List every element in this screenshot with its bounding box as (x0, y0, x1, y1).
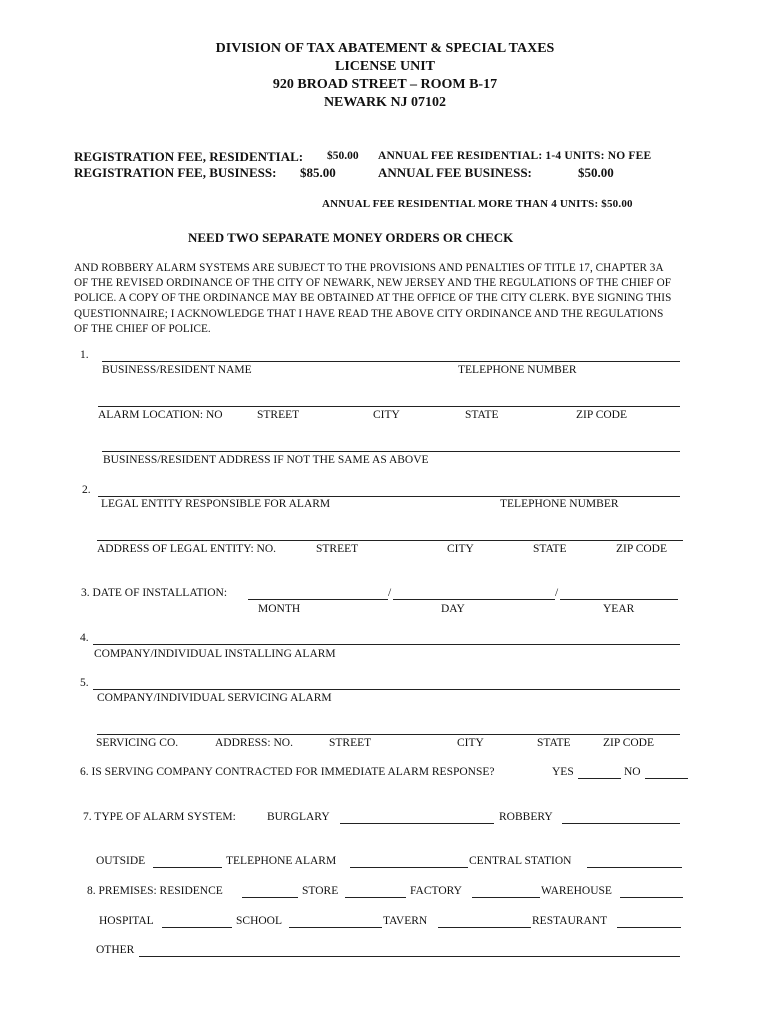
factory-line[interactable] (472, 897, 540, 898)
central-station-line[interactable] (587, 867, 682, 868)
ordinance-paragraph: AND ROBBERY ALARM SYSTEMS ARE SUBJECT TO THE PROVISIONS AND PENALTIES OF TITLE 17, CHAPTER 3A OF THE REVISED ORDINANCE OF THE CITY OF NEWARK, NEW JERSEY AND THE REGULATIONS OF THE CHIEF OF POLICE. A COPY OF THE ORDINANCE MAY BE OBTAINED AT THE OFFICE OF THE CITY CLERK. BYE SIGNING THIS QUESTIONNAIRE; I ACKNOWLEDGE THAT I HAVE READ THE ABOVE CITY ORDINANCE AND THE REGULATIONS OF THE CHIEF OF POLICE. (74, 262, 672, 335)
store-line[interactable] (345, 897, 406, 898)
header-line-1: DIVISION OF TAX ABATEMENT & SPECIAL TAXES (215, 41, 555, 56)
tavern-line[interactable] (438, 927, 531, 928)
money-order-notice: NEED TWO SEPARATE MONEY ORDERS OR CHECK (188, 230, 514, 245)
state-label: STATE (465, 409, 499, 421)
installation-date-label: 3. DATE OF INSTALLATION: (81, 587, 228, 599)
year-label: YEAR (603, 603, 635, 615)
robbery-label: ROBBERY (499, 811, 553, 823)
header-line-4: NEWARK NJ 07102 (323, 95, 447, 110)
legal-entity-line[interactable] (98, 496, 680, 497)
month-line[interactable] (248, 599, 388, 600)
outside-label: OUTSIDE (96, 855, 146, 867)
header-line-2: LICENSE UNIT (335, 59, 435, 74)
no-label: NO (624, 766, 641, 778)
alarm-location-line[interactable] (98, 406, 680, 407)
response-contract-question: 6. IS SERVING COMPANY CONTRACTED FOR IMMEDIATE ALARM RESPONSE? (80, 766, 495, 778)
installing-company-line[interactable] (93, 644, 680, 645)
telephone-label: TELEPHONE NUMBER (458, 364, 577, 376)
annual-fee-business-value: $50.00 (578, 165, 614, 180)
city-label: CITY (373, 409, 400, 421)
store-label: STORE (302, 885, 339, 897)
central-station-label: CENTRAL STATION (469, 855, 572, 867)
q4-number: 4. (80, 632, 89, 644)
burglary-line[interactable] (340, 823, 494, 824)
legal-entity-label: LEGAL ENTITY RESPONSIBLE FOR ALARM (101, 498, 331, 510)
yes-line[interactable] (578, 778, 621, 779)
q1-number: 1. (80, 349, 89, 361)
legal-entity-city-label: CITY (447, 543, 474, 555)
servicing-street-label: STREET (329, 737, 372, 749)
no-line[interactable] (645, 778, 688, 779)
installing-company-label: COMPANY/INDIVIDUAL INSTALLING ALARM (94, 648, 336, 660)
outside-line[interactable] (153, 867, 222, 868)
hospital-label: HOSPITAL (99, 915, 154, 927)
legal-entity-address-no-label: ADDRESS OF LEGAL ENTITY: NO. (97, 543, 276, 555)
q5-number: 5. (80, 677, 89, 689)
legal-entity-phone-label: TELEPHONE NUMBER (500, 498, 619, 510)
warehouse-label: WAREHOUSE (541, 885, 612, 897)
resident-address-line[interactable] (102, 451, 680, 452)
other-line[interactable] (139, 956, 680, 957)
resident-address-label: BUSINESS/RESIDENT ADDRESS IF NOT THE SAME AS ABOVE (103, 454, 429, 466)
day-label: DAY (441, 603, 465, 615)
annual-fee-residential: ANNUAL FEE RESIDENTIAL: 1-4 UNITS: NO FEE (378, 150, 652, 162)
telephone-alarm-label: TELEPHONE ALARM (226, 855, 337, 867)
other-label: OTHER (96, 944, 135, 956)
alarm-type-label: 7. TYPE OF ALARM SYSTEM: (83, 811, 236, 823)
annual-fee-residential-more: ANNUAL FEE RESIDENTIAL MORE THAN 4 UNITS: $50.00 (322, 198, 633, 210)
header-line-3: 920 BROAD STREET – ROOM B-17 (272, 77, 498, 92)
restaurant-line[interactable] (617, 927, 681, 928)
servicing-company-line[interactable] (93, 689, 680, 690)
hospital-line[interactable] (162, 927, 232, 928)
premises-residence-label: 8. PREMISES: RESIDENCE (87, 885, 223, 897)
servicing-co-label: SERVICING CO. (96, 737, 179, 749)
servicing-zip-label: ZIP CODE (603, 737, 655, 749)
alarm-location-no-label: ALARM LOCATION: NO (98, 409, 223, 421)
servicing-address-line[interactable] (97, 734, 680, 735)
tavern-label: TAVERN (383, 915, 428, 927)
servicing-state-label: STATE (537, 737, 571, 749)
street-label: STREET (257, 409, 300, 421)
reg-fee-residential-label: REGISTRATION FEE, RESIDENTIAL: (74, 149, 304, 164)
telephone-alarm-line[interactable] (350, 867, 468, 868)
yes-label: YES (552, 766, 574, 778)
day-line[interactable] (393, 599, 555, 600)
month-label: MONTH (258, 603, 301, 615)
reg-fee-business-label: REGISTRATION FEE, BUSINESS: (74, 165, 277, 180)
legal-entity-address-line[interactable] (97, 540, 683, 541)
servicing-address-no-label: ADDRESS: NO. (215, 737, 293, 749)
residence-line[interactable] (242, 897, 298, 898)
servicing-company-label: COMPANY/INDIVIDUAL SERVICING ALARM (97, 692, 332, 704)
factory-label: FACTORY (410, 885, 462, 897)
annual-fee-business-label: ANNUAL FEE BUSINESS: (378, 165, 532, 180)
date-slash-1: / (388, 587, 392, 599)
business-name-label: BUSINESS/RESIDENT NAME (102, 364, 252, 376)
warehouse-line[interactable] (620, 897, 683, 898)
restaurant-label: RESTAURANT (532, 915, 608, 927)
legal-entity-state-label: STATE (533, 543, 567, 555)
robbery-line[interactable] (562, 823, 680, 824)
school-label: SCHOOL (236, 915, 283, 927)
reg-fee-residential-value: $50.00 (327, 150, 359, 162)
business-name-line[interactable] (102, 361, 680, 362)
burglary-label: BURGLARY (267, 811, 330, 823)
reg-fee-business-value: $85.00 (300, 165, 336, 180)
q2-number: 2. (82, 484, 91, 496)
servicing-city-label: CITY (457, 737, 484, 749)
school-line[interactable] (289, 927, 382, 928)
legal-entity-zip-label: ZIP CODE (616, 543, 668, 555)
date-slash-2: / (555, 587, 559, 599)
legal-entity-street-label: STREET (316, 543, 359, 555)
year-line[interactable] (560, 599, 678, 600)
zip-label: ZIP CODE (576, 409, 628, 421)
